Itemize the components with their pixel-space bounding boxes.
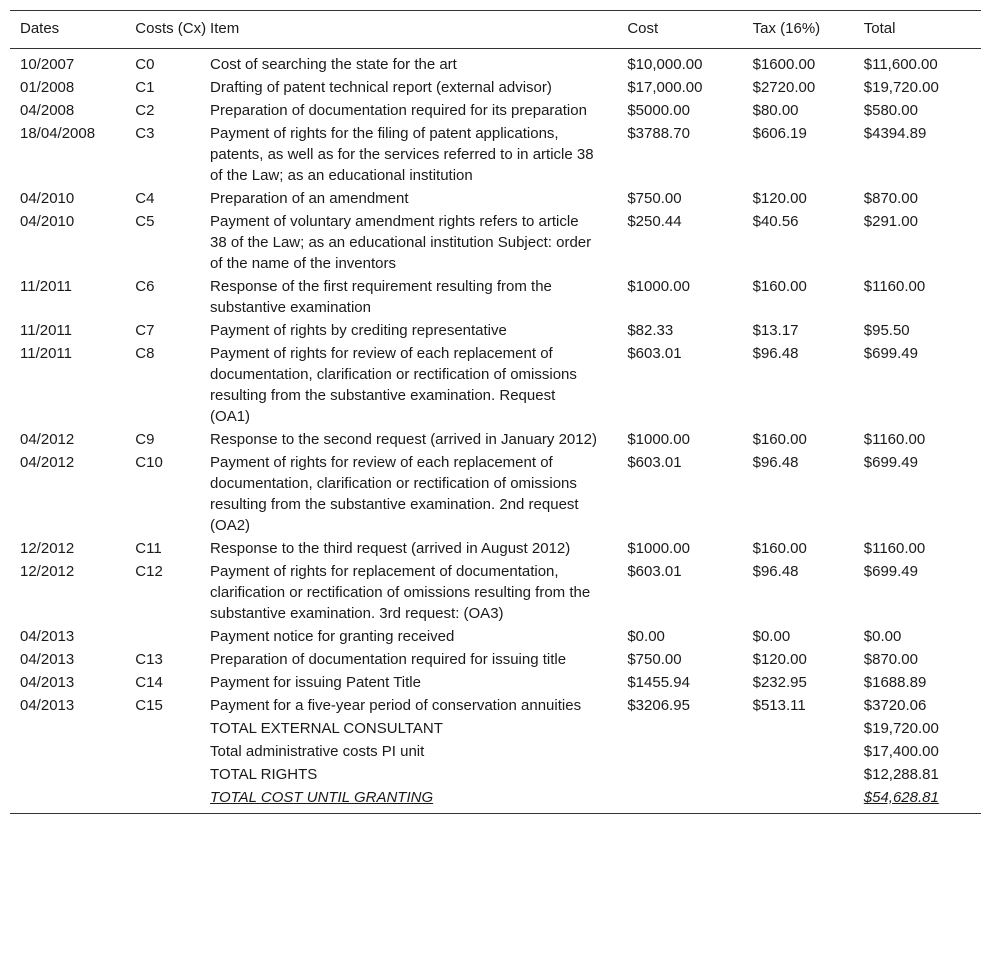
cell-code: C3 xyxy=(135,125,155,142)
cost-table-container xyxy=(10,10,981,814)
grand-total-label: TOTAL COST UNTIL GRANTING xyxy=(210,789,434,806)
summary-label: TOTAL EXTERNAL CONSULTANT xyxy=(210,720,443,737)
cell-date: 04/2012 xyxy=(20,454,75,471)
table-row xyxy=(10,187,981,210)
cell-total: $95.50 xyxy=(863,322,910,339)
header-costs-code: Costs (Cx) xyxy=(135,11,210,49)
grand-total-value: $54,628.81 xyxy=(863,789,939,806)
cell-date: 12/2012 xyxy=(20,563,75,580)
cell-cost: $82.33 xyxy=(627,322,674,339)
table-row xyxy=(10,49,981,77)
cell-cost: $1000.00 xyxy=(627,540,690,557)
cell-code: C6 xyxy=(135,278,155,295)
summary-total: $12,288.81 xyxy=(863,766,939,783)
table-row xyxy=(10,275,981,319)
cell-item: Cost of searching the state for the art xyxy=(210,56,457,73)
header-cost: Cost xyxy=(627,11,752,49)
header-dates: Dates xyxy=(10,11,135,49)
cell-cost: $750.00 xyxy=(627,190,682,207)
cell-cost: $250.44 xyxy=(627,213,682,230)
cell-code: C1 xyxy=(135,79,155,96)
cell-date: 04/2013 xyxy=(20,674,75,691)
cell-item: Payment for issuing Patent Title xyxy=(210,674,421,691)
cell-code: C11 xyxy=(135,540,162,557)
cell-total: $699.49 xyxy=(863,563,918,580)
cell-tax: $96.48 xyxy=(752,454,799,471)
table-row xyxy=(10,625,981,648)
cell-total: $11,600.00 xyxy=(863,56,938,73)
cell-total: $1160.00 xyxy=(863,278,926,295)
cell-item: Payment of rights by crediting representative xyxy=(210,322,507,339)
cell-cost: $603.01 xyxy=(627,345,682,362)
cell-date: 18/04/2008 xyxy=(20,125,96,142)
summary-row-administrative-costs xyxy=(10,740,981,763)
cell-code: C13 xyxy=(135,651,163,668)
header-item: Item xyxy=(210,11,627,49)
summary-label: Total administrative costs PI unit xyxy=(210,743,425,760)
cell-tax: $160.00 xyxy=(752,431,807,448)
table-row xyxy=(10,342,981,428)
summary-total: $19,720.00 xyxy=(863,720,939,737)
table-body xyxy=(10,49,981,814)
cell-total: $0.00 xyxy=(863,628,902,645)
cell-total: $580.00 xyxy=(863,102,918,119)
table-row xyxy=(10,99,981,122)
cell-total: $291.00 xyxy=(863,213,918,230)
cell-date: 01/2008 xyxy=(20,79,75,96)
cell-date: 04/2013 xyxy=(20,697,75,714)
cell-total: $1160.00 xyxy=(863,540,926,557)
table-row xyxy=(10,76,981,99)
table-row xyxy=(10,451,981,537)
cell-cost: $0.00 xyxy=(627,628,665,645)
patent-cost-table xyxy=(10,10,981,814)
cell-tax: $513.11 xyxy=(752,697,806,714)
cell-tax: $606.19 xyxy=(752,125,807,142)
cell-tax: $40.56 xyxy=(752,213,799,230)
cell-item: Drafting of patent technical report (external advisor) xyxy=(210,79,552,96)
cell-item: Preparation of documentation required for issuing title xyxy=(210,651,567,668)
header-total: Total xyxy=(864,11,981,49)
cell-code xyxy=(135,625,210,648)
table-header-row xyxy=(10,11,981,49)
table-row xyxy=(10,537,981,560)
cell-code: C8 xyxy=(135,345,155,362)
cell-code: C15 xyxy=(135,697,163,714)
cell-total: $699.49 xyxy=(863,454,918,471)
cell-tax: $13.17 xyxy=(752,322,799,339)
cell-item: Payment notice for granting received xyxy=(210,628,455,645)
cell-item: Payment of rights for review of each replacement of documentation, clarification or rectification of omissions resulting from the substantive examination. Request (OA1) xyxy=(210,345,577,425)
cell-cost: $1000.00 xyxy=(627,431,690,448)
cell-tax: $120.00 xyxy=(752,651,807,668)
cell-item: Preparation of an amendment xyxy=(210,190,409,207)
cell-tax: $120.00 xyxy=(752,190,807,207)
cell-tax: $160.00 xyxy=(752,278,807,295)
cell-date: 10/2007 xyxy=(20,56,75,73)
cell-cost: $750.00 xyxy=(627,651,682,668)
cell-code: C9 xyxy=(135,431,155,448)
cell-code: C12 xyxy=(135,563,163,580)
cell-date: 12/2012 xyxy=(20,540,75,557)
cell-date: 04/2012 xyxy=(20,431,75,448)
cell-item: Response to the second request (arrived in January 2012) xyxy=(210,431,597,448)
cell-cost: $17,000.00 xyxy=(627,79,703,96)
cell-code: C5 xyxy=(135,213,155,230)
cell-code: C2 xyxy=(135,102,155,119)
cell-cost: $603.01 xyxy=(627,454,682,471)
cell-tax: $232.95 xyxy=(752,674,807,691)
cell-total: $870.00 xyxy=(863,190,918,207)
cell-item: Payment for a five-year period of conservation annuities xyxy=(210,697,582,714)
cell-date: 04/2008 xyxy=(20,102,75,119)
cell-cost: $1000.00 xyxy=(627,278,690,295)
cell-code: C4 xyxy=(135,190,155,207)
table-row xyxy=(10,694,981,717)
cell-tax: $2720.00 xyxy=(752,79,816,96)
table-row xyxy=(10,210,981,275)
cell-item: Response of the first requirement resulting from the substantive examination xyxy=(210,278,552,316)
cell-item: Payment of rights for review of each replacement of documentation, clarification or rectification of omissions resulting from the substantive examination. 2nd request (OA2) xyxy=(210,454,579,534)
cell-total: $19,720.00 xyxy=(863,79,939,96)
cell-date: 04/2013 xyxy=(20,651,75,668)
summary-row-total-cost-until-granting xyxy=(10,786,981,814)
table-row xyxy=(10,560,981,625)
cell-date: 04/2013 xyxy=(20,628,75,645)
cell-cost: $3206.95 xyxy=(627,697,690,714)
cell-total: $1160.00 xyxy=(863,431,926,448)
cell-tax: $96.48 xyxy=(752,345,799,362)
cell-item: Payment of voluntary amendment rights refers to article 38 of the Law; as an educational institution Subject: order of the name of the inventors xyxy=(210,213,592,272)
cell-date: 04/2010 xyxy=(20,213,75,230)
cell-total: $4394.89 xyxy=(863,125,927,142)
cell-code: C0 xyxy=(135,56,155,73)
summary-label: TOTAL RIGHTS xyxy=(210,766,318,783)
cell-item: Payment of rights for replacement of documentation, clarification or rectification of omissions resulting from the substantive examination. 3rd request: (OA3) xyxy=(210,563,591,622)
cell-tax: $96.48 xyxy=(752,563,799,580)
table-row xyxy=(10,319,981,342)
cell-cost: $10,000.00 xyxy=(627,56,703,73)
cell-tax: $160.00 xyxy=(752,540,807,557)
cell-total: $870.00 xyxy=(863,651,918,668)
cell-item: Payment of rights for the filing of patent applications, patents, as well as for the services referred to in article 38 of the Law; as an educational institution xyxy=(210,125,594,184)
cell-cost: $1455.94 xyxy=(627,674,690,691)
cell-cost: $603.01 xyxy=(627,563,682,580)
table-row xyxy=(10,428,981,451)
table-row xyxy=(10,648,981,671)
cell-cost: $5000.00 xyxy=(627,102,690,119)
cell-date: 04/2010 xyxy=(20,190,75,207)
cell-code: C10 xyxy=(135,454,163,471)
table-row xyxy=(10,671,981,694)
table-row xyxy=(10,122,981,187)
summary-row-external-consultant xyxy=(10,717,981,740)
summary-total: $17,400.00 xyxy=(863,743,939,760)
cell-code: C14 xyxy=(135,674,163,691)
cell-date: 11/2011 xyxy=(20,345,72,362)
cell-total: $1688.89 xyxy=(863,674,927,691)
header-tax: Tax (16%) xyxy=(753,11,864,49)
cell-tax: $1600.00 xyxy=(752,56,816,73)
cell-item: Response to the third request (arrived in August 2012) xyxy=(210,540,571,557)
cell-total: $3720.06 xyxy=(863,697,927,714)
cell-code: C7 xyxy=(135,322,155,339)
cell-tax: $80.00 xyxy=(752,102,799,119)
cell-date: 11/2011 xyxy=(20,322,72,339)
cell-date: 11/2011 xyxy=(20,278,72,295)
cell-item: Preparation of documentation required for its preparation xyxy=(210,102,587,119)
cell-cost: $3788.70 xyxy=(627,125,690,142)
cell-total: $699.49 xyxy=(863,345,918,362)
cell-tax: $0.00 xyxy=(752,628,791,645)
summary-row-total-rights xyxy=(10,763,981,786)
